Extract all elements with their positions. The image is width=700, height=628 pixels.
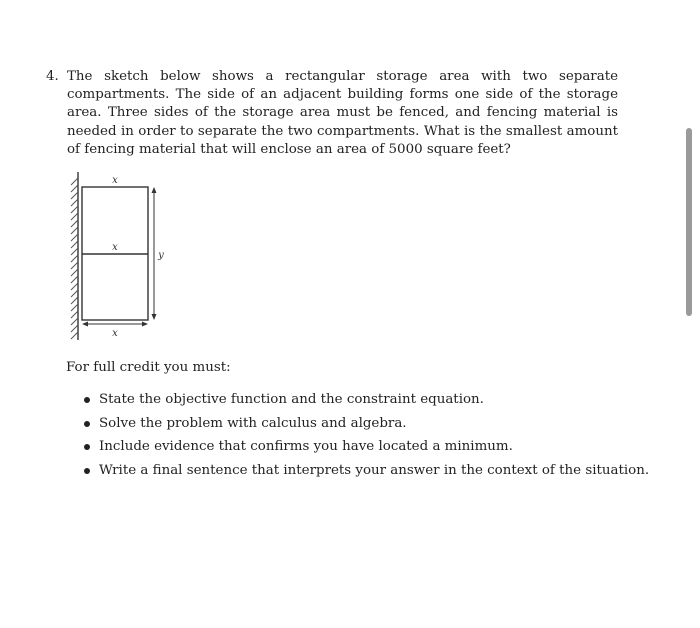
requirements-list (82, 388, 649, 483)
problem-number: 4. (46, 69, 59, 84)
bullet-icon (84, 468, 90, 474)
full-credit-heading: For full credit you must: (66, 360, 231, 375)
building-wall-hatching (71, 178, 78, 339)
requirement-text: State the objective function and the constraint equation. (99, 392, 484, 407)
storage-area-sketch (62, 168, 182, 350)
requirement-text: Solve the problem with calculus and algebra. (99, 415, 407, 431)
x-arrow-right (142, 322, 148, 327)
bullet-icon (84, 397, 90, 403)
y-arrow-bottom (152, 314, 157, 320)
list-item (82, 435, 649, 459)
requirement-text: Include evidence that confirms you have located a minimum. (99, 439, 513, 455)
requirement-text: Write a final sentence that interprets your answer in the context of the situation. (99, 463, 650, 479)
label-x-bottom: x (112, 328, 118, 339)
y-arrow-top (152, 187, 157, 193)
label-x-middle: x (112, 242, 118, 253)
problem-4 (46, 68, 618, 159)
label-x-top: x (112, 175, 118, 186)
problem-statement: The sketch below shows a rectangular storage area with two separate compartments. The side of an adjacent building forms one side of the storage area. Three sides of the storage area must be fenced, and fencing material is needed in order to separate the two compartments. What is the smallest amount of fencing material that will enclose an area of 5000 square feet? (67, 69, 618, 157)
storage-sketch-svg (62, 168, 182, 350)
bullet-icon (84, 444, 90, 450)
list-item (82, 388, 649, 412)
list-item (82, 459, 649, 483)
x-arrow-left (82, 322, 88, 327)
label-y-side: y (158, 250, 164, 261)
bullet-icon (84, 421, 90, 427)
list-item (82, 412, 649, 436)
scrollbar-thumb[interactable] (686, 128, 692, 316)
